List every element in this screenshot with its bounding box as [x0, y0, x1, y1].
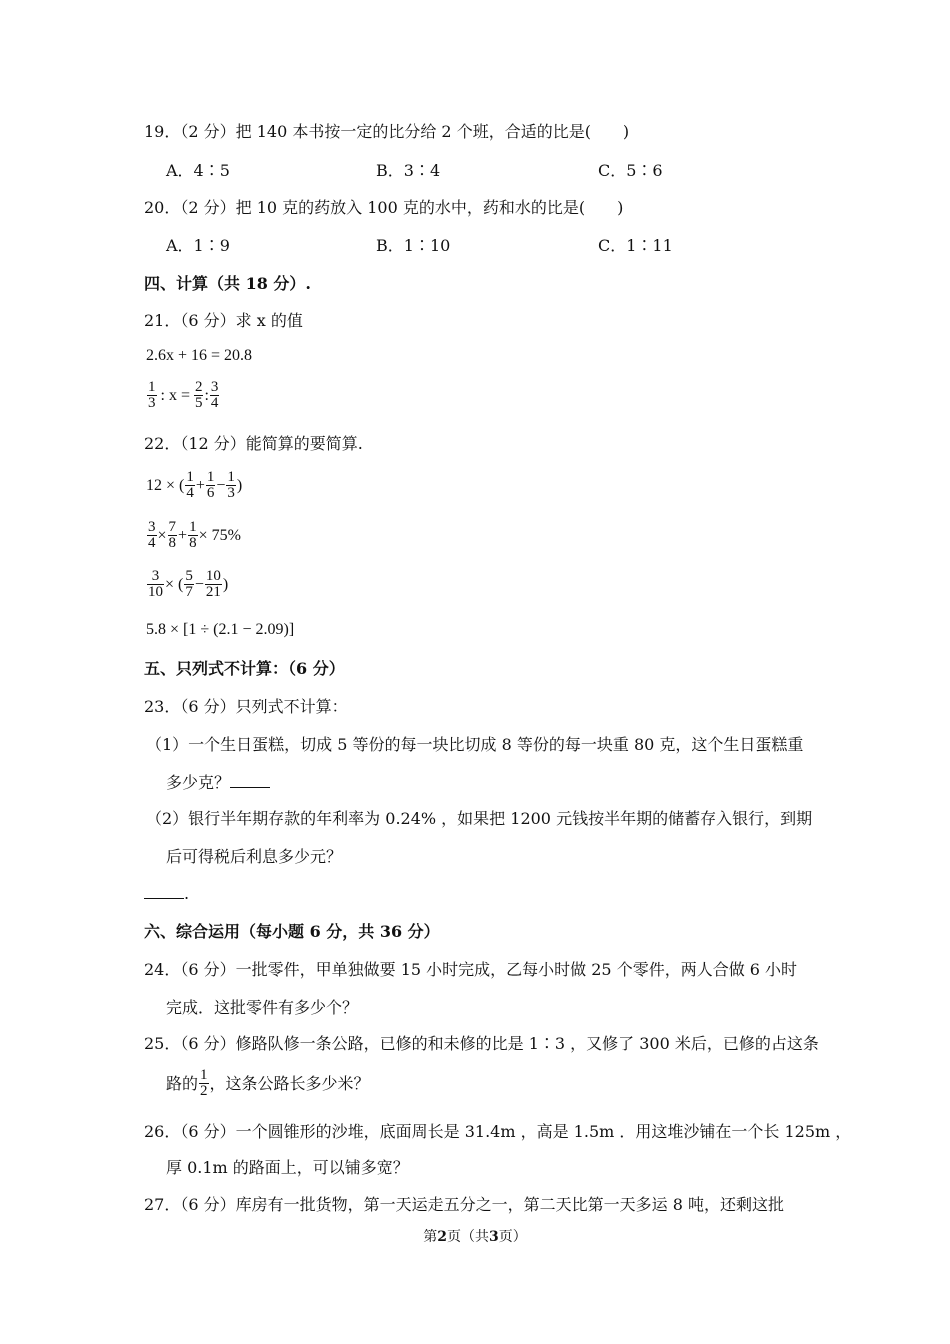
operator: − — [216, 476, 226, 494]
q23-part-1-line-1: （1）一个生日蛋糕，切成 5 等份的每一块比切成 8 等份的每一块重 80 克，这个生日蛋糕重 — [146, 735, 804, 754]
denominator: 3 — [148, 395, 156, 411]
denominator: 4 — [210, 395, 219, 411]
q23-part-2-line-2: 后可得税后利息多少元？ — [166, 847, 343, 866]
answer-blank[interactable] — [144, 884, 184, 899]
fraction — [210, 380, 220, 411]
question-26-line-2: 厚 0.1m 的路面上，可以铺多宽？ — [166, 1158, 409, 1177]
q23-part-1-text: 多少克？ — [166, 773, 231, 792]
numerator: 3 — [148, 519, 156, 535]
operator: : — [204, 386, 209, 404]
denominator: 21 — [205, 584, 221, 600]
q20-option-c: C．1∶11 — [598, 236, 673, 255]
numerator: 1 — [148, 379, 156, 395]
question-25-line-2 — [166, 1068, 370, 1099]
numerator: 7 — [168, 519, 177, 535]
numerator: 1 — [227, 469, 235, 485]
fraction — [147, 520, 157, 551]
operator: : x = — [160, 386, 190, 404]
fraction — [168, 520, 178, 551]
q22-expression-3 — [146, 569, 228, 600]
q23-part-2-line-1: （2）银行半年期存款的年利率为 0.24% ，如果把 1200 元钱按半年期的储蓄存入银行，到期 — [146, 809, 813, 828]
fraction — [147, 569, 164, 600]
denominator: 4 — [148, 535, 156, 551]
denominator: 6 — [206, 485, 215, 501]
footer-text: 页） — [498, 1229, 527, 1245]
operator: × ( — [165, 575, 184, 593]
section-4-heading: 四、计算（共 18 分）. — [144, 274, 311, 293]
fraction — [188, 520, 198, 551]
q25-text: 路的 — [166, 1073, 199, 1093]
question-25-line-1: 25．（6 分）修路队修一条公路，已修的和未修的比是 1∶3 ，又修了 300 米后，已修的占这条 — [144, 1034, 819, 1053]
fraction — [185, 470, 195, 501]
numerator: 1 — [200, 1067, 208, 1083]
q23-answer-line — [144, 883, 189, 905]
question-23: 23．（6 分）只列式不计算： — [144, 697, 348, 716]
fraction — [226, 470, 236, 501]
fraction — [206, 470, 216, 501]
answer-blank[interactable] — [230, 773, 270, 788]
operator: × 75% — [198, 526, 241, 544]
numerator: 10 — [205, 568, 221, 584]
q19-option-c: C．5∶6 — [598, 161, 663, 180]
operator: ) — [222, 575, 229, 593]
q20-option-b: B．1∶10 — [376, 236, 451, 255]
page-number: 2 — [437, 1229, 447, 1245]
denominator: 3 — [227, 485, 235, 501]
total-pages: 3 — [489, 1229, 499, 1245]
fraction — [184, 569, 194, 600]
question-24-line-1: 24．（6 分）一批零件，甲单独做要 15 小时完成，乙每小时做 25 个零件，两人合做 6 小时 — [144, 960, 798, 979]
operator: ) — [236, 476, 243, 494]
q23-part-1-line-2 — [166, 772, 270, 794]
numerator: 2 — [194, 379, 203, 395]
fraction — [205, 569, 222, 600]
denominator: 10 — [148, 584, 163, 600]
denominator: 2 — [200, 1083, 208, 1099]
period: . — [184, 884, 190, 903]
denominator: 7 — [185, 584, 193, 600]
page-footer — [0, 1226, 950, 1246]
fraction — [199, 1068, 209, 1099]
q20-option-a: A．1∶9 — [166, 236, 230, 255]
q19-option-b: B．3∶4 — [376, 161, 441, 180]
denominator: 5 — [194, 395, 203, 411]
question-22: 22．（12 分）能简算的要简算. — [144, 434, 363, 453]
question-24-line-2: 完成．这批零件有多少个？ — [166, 998, 359, 1017]
question-21: 21．（6 分）求 x 的值 — [144, 311, 303, 330]
q21-equation-2 — [146, 380, 220, 411]
q21-equation-1: 2.6x + 16 = 20.8 — [146, 347, 253, 364]
operator: − — [194, 575, 204, 593]
q22-expression-4: 5.8 × [1 ÷ (2.1 − 2.09)] — [146, 621, 295, 638]
operator: × — [157, 526, 167, 544]
q19-option-a: A．4∶5 — [166, 161, 230, 180]
denominator: 4 — [186, 485, 194, 501]
operator: + — [195, 476, 205, 494]
question-20: 20．（2 分）把 10 克的药放入 100 克的水中，药和水的比是( ) — [144, 198, 624, 217]
fraction — [194, 380, 204, 411]
q22-expression-2 — [146, 520, 241, 551]
section-6-heading: 六、综合运用（每小题 6 分，共 36 分） — [144, 922, 440, 941]
numerator: 3 — [147, 569, 164, 585]
fraction — [147, 380, 157, 411]
q22-expression-1 — [146, 470, 242, 501]
numerator: 1 — [206, 469, 215, 485]
denominator: 8 — [189, 535, 197, 551]
footer-text: 页（共 — [447, 1229, 489, 1245]
denominator: 8 — [168, 535, 177, 551]
operator: + — [178, 526, 188, 544]
question-27-line-1: 27．（6 分）库房有一批货物，第一天运走五分之一，第二天比第一天多运 8 吨，还剩这批 — [144, 1195, 784, 1214]
operator: 12 × ( — [146, 476, 185, 494]
numerator: 1 — [186, 469, 194, 485]
question-19: 19．（2 分）把 140 本书按一定的比分给 2 个班，合适的比是( ) — [144, 122, 630, 141]
numerator: 1 — [189, 519, 197, 535]
q25-text: ，这条公路长多少米？ — [209, 1073, 370, 1093]
numerator: 3 — [210, 379, 219, 395]
question-26-line-1: 26．（6 分）一个圆锥形的沙堆，底面周长是 31.4m ，高是 1.5m ．用这堆沙铺在一个长 125m ， — [144, 1122, 852, 1141]
footer-text: 第 — [423, 1229, 438, 1245]
numerator: 5 — [185, 568, 193, 584]
section-5-heading: 五、只列式不计算：（6 分） — [144, 659, 345, 678]
